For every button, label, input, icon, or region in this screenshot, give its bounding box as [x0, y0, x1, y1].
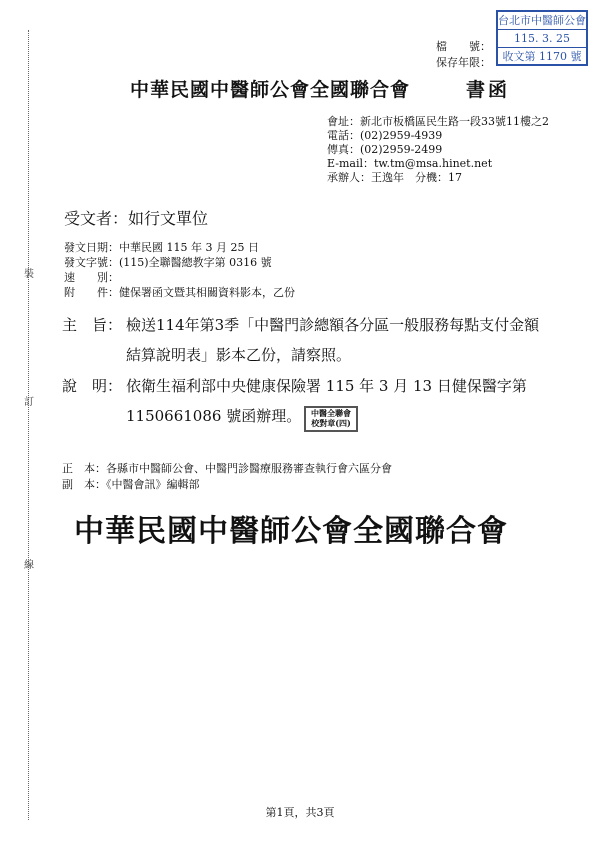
- document-title: 中華民國中醫師公會全國聯合會: [130, 79, 411, 101]
- organization-seal: 中華民國中醫師公會全國聯合會: [74, 514, 508, 549]
- subject-label: 主 旨：: [62, 316, 123, 334]
- cc-block: [62, 461, 392, 493]
- urgency: 速 別：: [64, 271, 119, 284]
- contact-phone: 電話：(02)2959-4939: [327, 129, 443, 142]
- explanation-label: 說 明：: [62, 377, 123, 395]
- retention-label: 保存年限：: [436, 56, 491, 69]
- attachment: 附 件：健保署函文暨其相關資料影本，乙份: [64, 286, 295, 299]
- page-footer: 第1頁，共3頁: [265, 806, 335, 819]
- meta-block: [64, 240, 295, 300]
- contact-email: E-mail：tw.tm@msa.hinet.net: [327, 157, 493, 170]
- binding-label-top: 裝: [24, 269, 34, 280]
- recipient: 受文者：如行文單位: [64, 209, 209, 228]
- receipt-stamp-number: 收文第 1170 號: [502, 50, 582, 63]
- binding-line: [28, 30, 29, 820]
- explanation-line-1: 依衛生福利部中央健康保險署 115 年 3 月 13 日健保醫字第: [126, 377, 527, 395]
- binding-label-middle: 訂: [24, 397, 34, 408]
- issue-number: 發文字號：(115)全聯醫總教字第 0316 號: [64, 256, 272, 269]
- check-seal: 中醫全聯會 校對章(四): [304, 406, 358, 432]
- subject-line-1: 檢送114年第3季「中醫門診總額各分區一般服務每點支付金額: [126, 316, 540, 334]
- binding-label-bottom: 線: [24, 560, 34, 571]
- contact-address: 會址：新北市板橋區民生路一段33號11樓之2: [327, 115, 549, 128]
- cc-copy: 副 本：《中醫會訊》編輯部: [62, 478, 200, 491]
- cc-main: 正 本：各縣市中醫師公會、中醫門診醫療服務審查執行會六區分會: [62, 462, 392, 475]
- explanation-line-2: 1150661086 號函辦理。: [126, 407, 302, 425]
- receipt-stamp-date: 115. 3. 25: [498, 30, 586, 48]
- subject-line-2: 結算說明表」影本乙份，請察照。: [126, 346, 352, 364]
- receipt-stamp-org: 台北市中醫師公會: [498, 12, 586, 30]
- contact-handler: 承辦人：王逸年 分機：17: [327, 171, 462, 184]
- contact-block: [327, 115, 549, 185]
- issue-date: 發文日期：中華民國 115 年 3 月 25 日: [64, 241, 259, 254]
- file-no-label: 檔 號：: [436, 40, 491, 53]
- contact-fax: 傳真：(02)2959-2499: [327, 143, 443, 156]
- document-type: 書函: [466, 79, 511, 101]
- receipt-stamp: [496, 10, 588, 66]
